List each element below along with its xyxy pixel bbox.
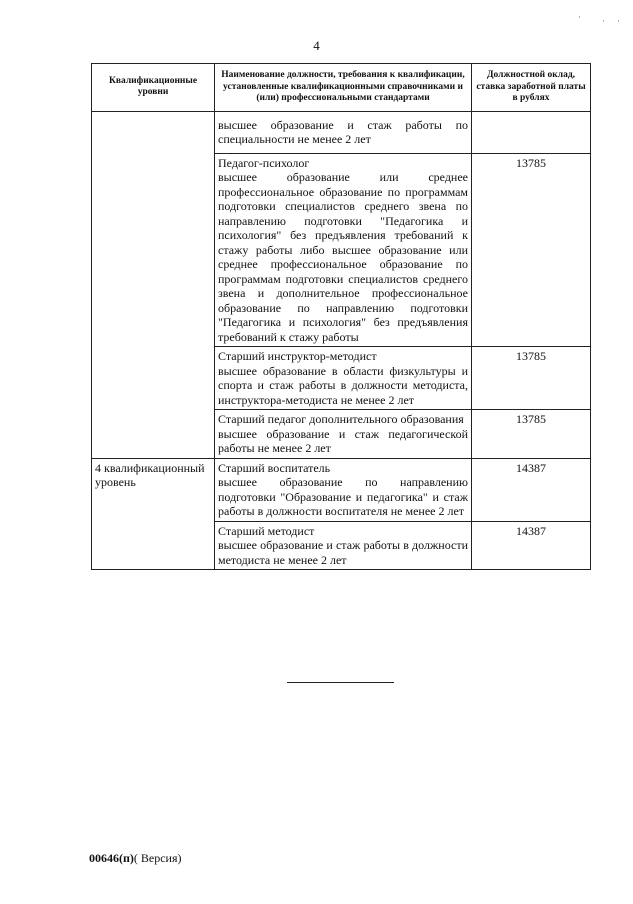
scan-speck: · [602,16,605,26]
page-number: 4 [313,38,320,53]
position-title: Старший инструктор-методист [218,349,377,363]
requirements-text: высшее образование или среднее профессиональное образование по программам подготовки специалистов среднего звена по направлению подготовки "Педагогика и психология" без предъявления требований к стажу работы либо высшее образование или среднее профессиональное образование по программам подготовки специалистов среднего звена и дополнительное профессиональное образование по направлению подготовки "Педагогика и психология" без предъявления требований к стажу работы [218,170,468,344]
requirements-text: высшее образование по направлению подготовки "Образование и педагогика" и стаж работы в должности воспитателя не менее 2 лет [218,475,468,518]
closing-rule [287,682,394,683]
table-header-row [92,64,591,112]
position-title: Старший методист [218,523,315,538]
document-code: 00646(п) [89,851,134,865]
requirements-cell [215,410,472,459]
scan-speck: · [617,16,620,26]
scan-speck: · [578,12,581,22]
requirements-cell [215,111,472,153]
footer [89,851,182,866]
document-version: ( Версия) [133,851,182,865]
position-title: Старший воспитатель [218,460,331,475]
header-qualification-levels: Квалификационные уровни [92,64,215,112]
requirements-cell [215,521,472,570]
requirements-text: высшее образование и стаж педагогической работы не менее 2 лет [218,426,468,455]
level-cell [92,111,215,458]
salary-cell: 13785 [472,153,591,347]
salary-cell: 14387 [472,458,591,521]
salary-cell: 13785 [472,410,591,459]
header-salary: Должностной оклад, ставка заработной платы в рублях [472,64,591,112]
requirements-cell [215,458,472,521]
requirements-cell [215,347,472,410]
position-title: Старший педагог дополнительного образования [218,412,464,426]
requirements-cell [215,153,472,347]
salary-cell: 13785 [472,347,591,410]
table-row [92,458,591,521]
requirements-text: высшее образование в области физкультуры и спорта и стаж работы в должности методиста, инструктора-методиста не менее 2 лет [218,363,468,407]
position-title: Педагог-психолог [218,155,310,170]
qualification-table [91,63,591,570]
salary-cell: 14387 [472,521,591,570]
level-cell: 4 квалификационный уровень [92,458,215,570]
salary-cell [472,111,591,153]
table-row [92,111,591,153]
requirements-text: высшее образование и стаж работы в должности методиста не менее 2 лет [218,538,468,567]
header-position-requirements: Наименование должности, требования к квалификации, установленные квалификационными справочниками и (или) профессиональными стандартами [215,64,472,112]
requirements-text: высшее образование и стаж работы по специальности не менее 2 лет [218,117,468,146]
